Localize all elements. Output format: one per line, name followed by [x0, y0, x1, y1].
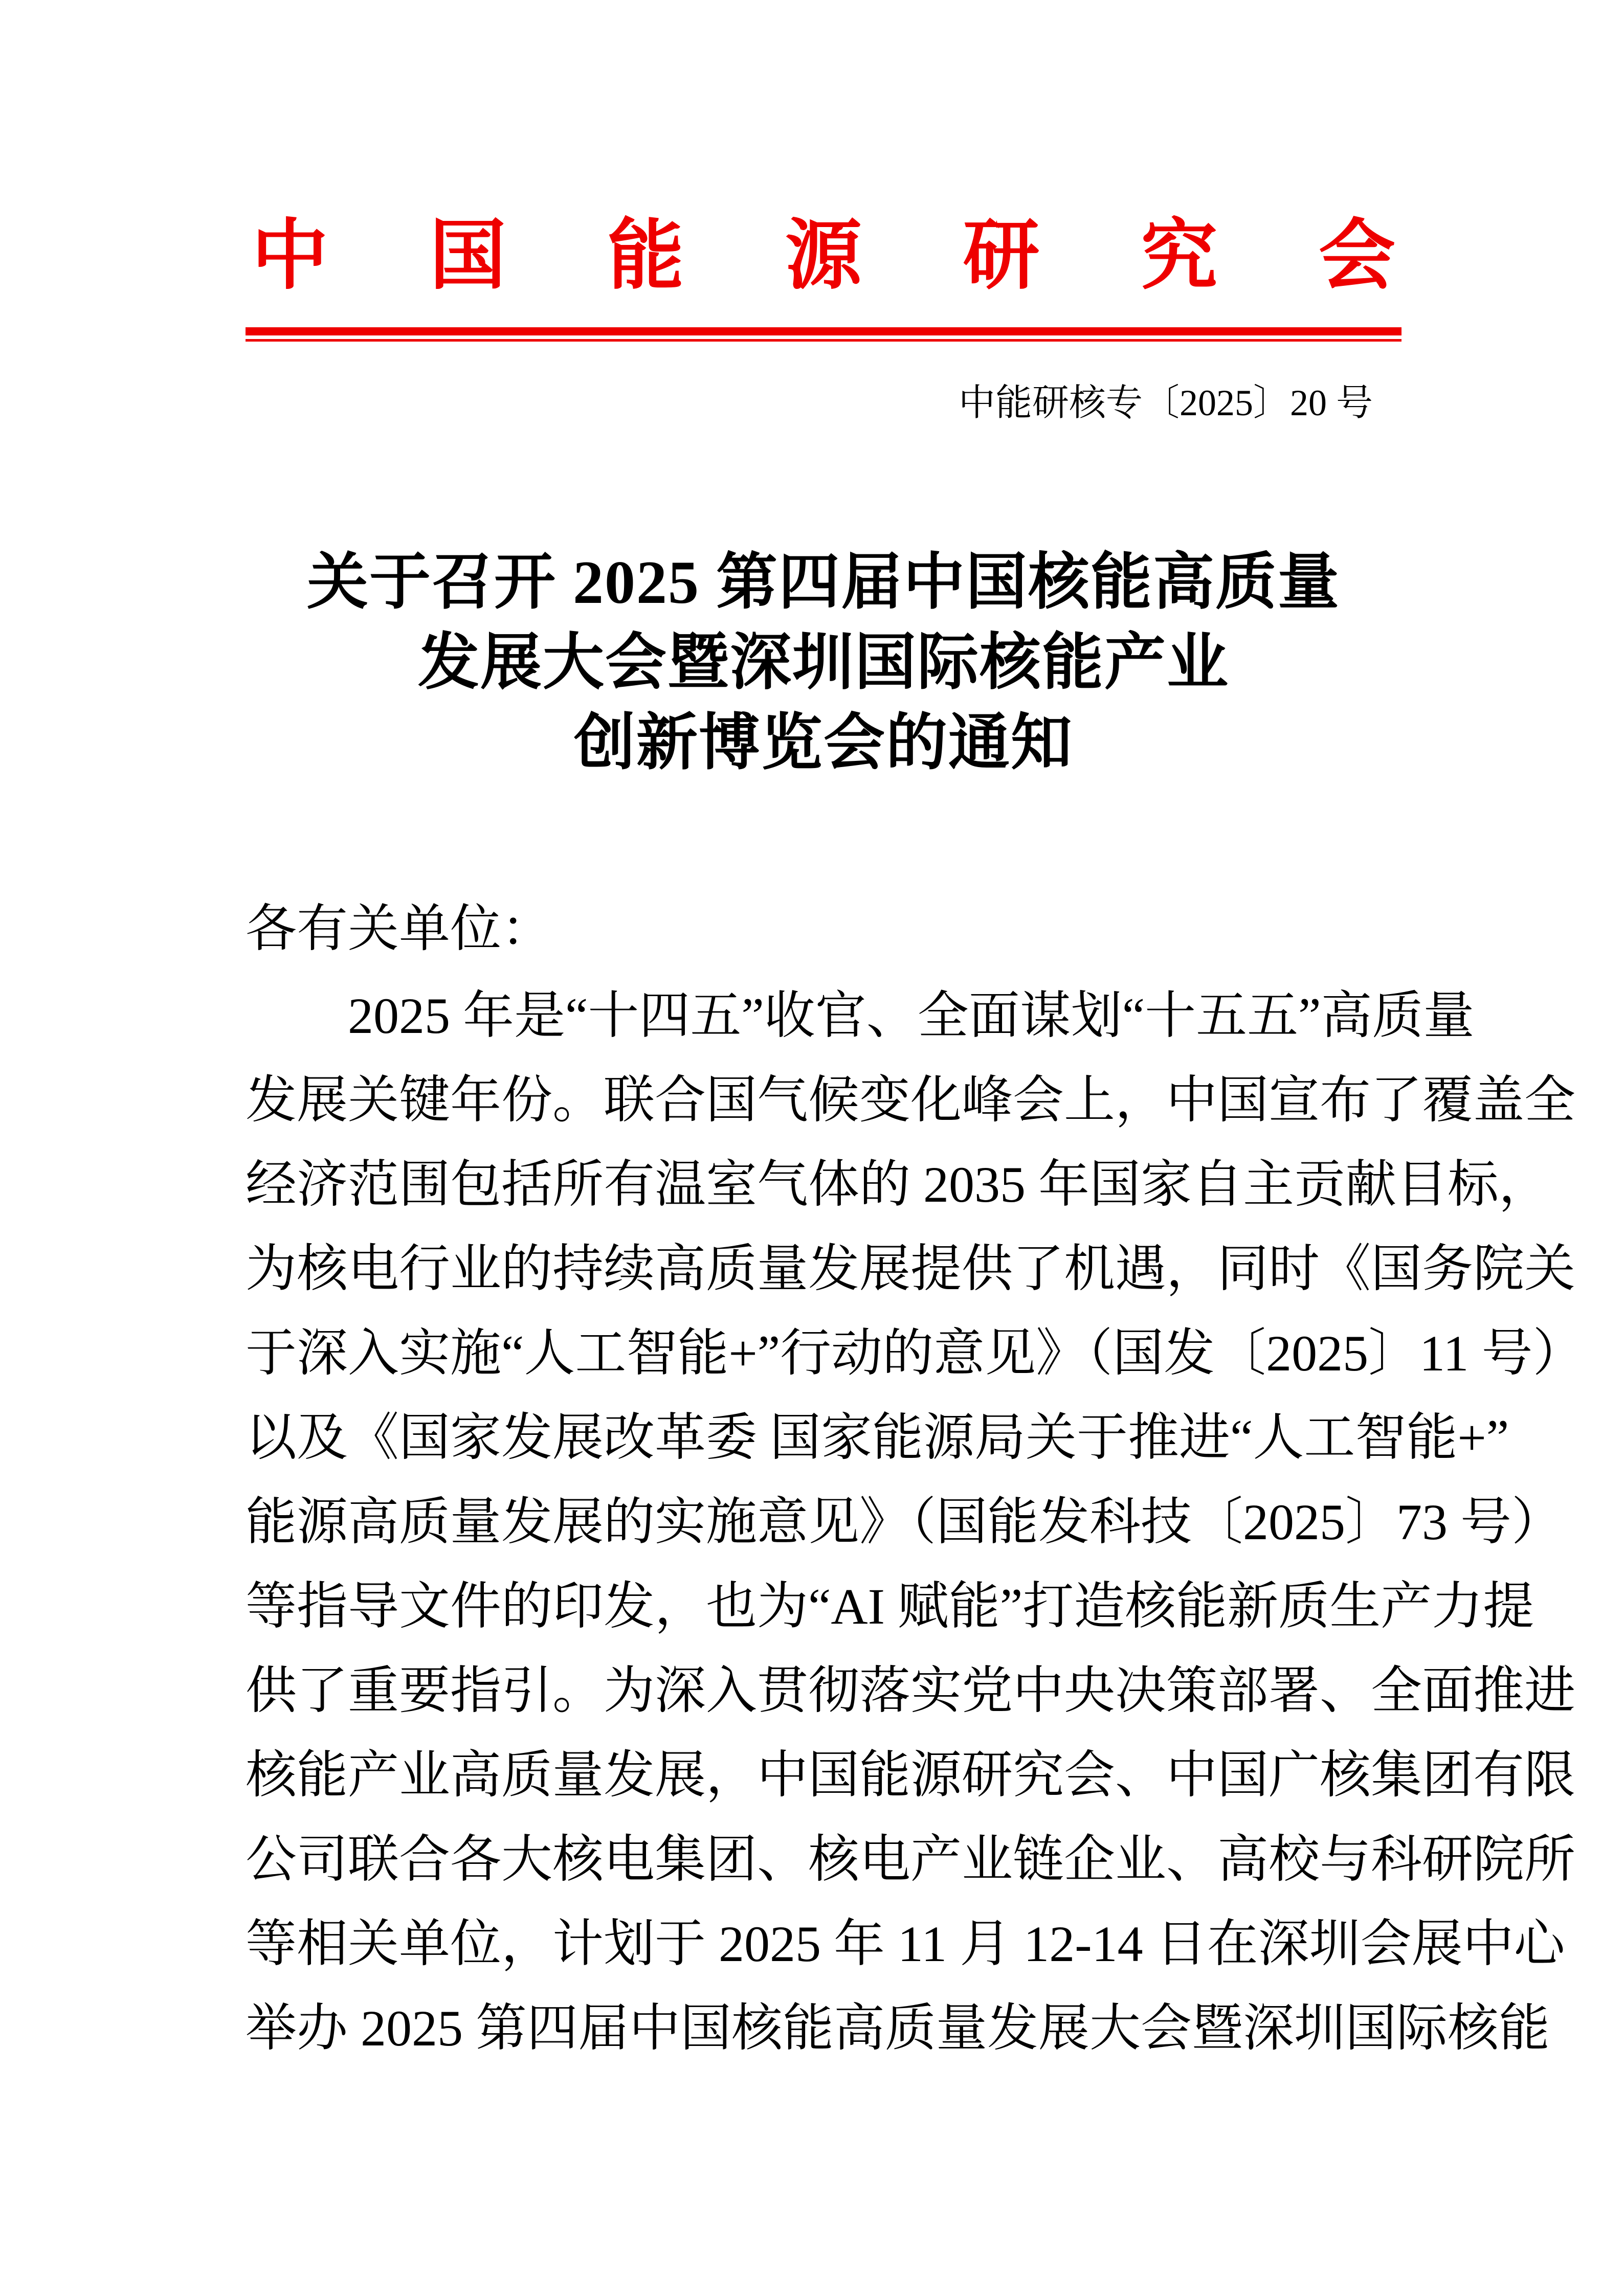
letterhead-rule-thick [246, 327, 1401, 335]
letterhead [246, 216, 1401, 342]
body-paragraph-line: 核能产业高质量发展，中国能源研究会、中国广核集团有限 [246, 1747, 1575, 1804]
body-paragraph-line: 于深入实施“人工智能+”行动的意见》（国发〔2025〕11 号） [246, 1325, 1584, 1382]
salutation: 各有关单位： [246, 901, 552, 957]
notice-title-line: 关于召开 2025 第四届中国核能高质量 [307, 548, 1340, 616]
letterhead-org-name [246, 216, 1401, 297]
body-paragraph-line: 等指导文件的印发，也为“AI 赋能”打造核能新质生产力提 [246, 1578, 1534, 1635]
org-name-char: 会 [1318, 214, 1395, 299]
body-paragraph-line: 供了重要指引。为深入贯彻落实党中央决策部署、全面推进 [246, 1662, 1575, 1719]
notice-title-line: 发展大会暨深圳国际核能产业 [418, 628, 1229, 696]
body-paragraph-line: 经济范围包括所有温室气体的 2035 年国家自主贡献目标， [246, 1156, 1550, 1213]
org-name-char: 源 [785, 214, 862, 299]
body-paragraph-line: 以及《国家发展改革委 国家能源局关于推进“人工智能+” [246, 1409, 1509, 1466]
body-paragraph-line: 能源高质量发展的实施意见》（国能发科技〔2025〕73 号） [246, 1494, 1563, 1550]
org-name-char: 中 [252, 214, 329, 299]
body-paragraph-line: 公司联合各大核电集团、核电产业链企业、高校与科研院所 [246, 1831, 1575, 1888]
notice-body [246, 887, 1584, 2070]
body-paragraph-line: 举办 2025 第四届中国核能高质量发展大会暨深圳国际核能 [246, 2000, 1550, 2057]
document-reference-number: 中能研核专〔2025〕20 号 [958, 382, 1373, 423]
body-paragraph-line: 为核电行业的持续高质量发展提供了机遇，同时《国务院关 [246, 1241, 1575, 1297]
letterhead-rule-thin [246, 339, 1401, 342]
org-name-char: 究 [1141, 214, 1218, 299]
body-paragraph-line: 发展关键年份。联合国气候变化峰会上，中国宣布了覆盖全 [246, 1072, 1575, 1129]
body-paragraph-line: 等相关单位，计划于 2025 年 11 月 12-14 日在深圳会展中心 [246, 1916, 1565, 1972]
org-name-char: 研 [963, 214, 1040, 299]
body-paragraph [246, 974, 1584, 2070]
org-name-char: 国 [429, 214, 506, 299]
org-name-char: 能 [607, 214, 684, 299]
notice-title [246, 542, 1401, 783]
body-paragraph-line: 2025 年是“十四五”收官、全面谋划“十五五”高质量 [348, 987, 1475, 1044]
notice-title-line: 创新博览会的通知 [574, 709, 1073, 777]
